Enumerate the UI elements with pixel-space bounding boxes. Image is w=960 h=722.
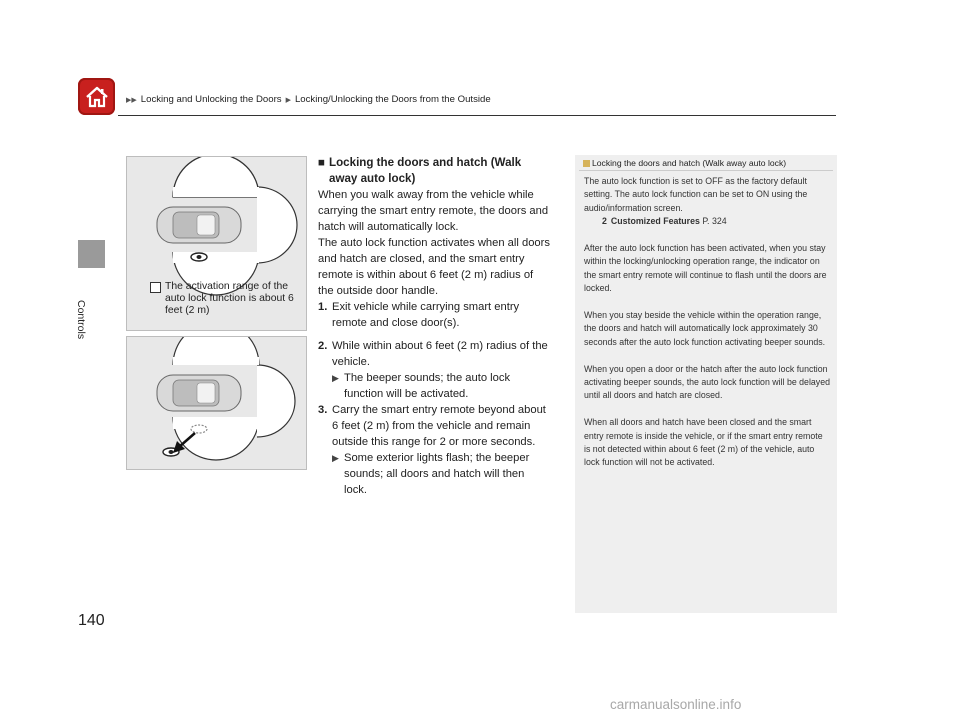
sidebar-body	[584, 175, 830, 483]
step-number: 2.	[318, 340, 328, 352]
sidebar-title	[583, 158, 786, 168]
section-label: Controls	[75, 300, 87, 340]
car-icon	[157, 207, 241, 243]
walk-away-diagram	[127, 337, 308, 471]
home-button[interactable]	[78, 78, 115, 115]
heading-bullet-icon: ■	[318, 156, 326, 169]
intro-text: When you walk away from the vehicle while carrying the smart entry remote, the doors and hatch will automatically lock.	[318, 189, 549, 233]
breadcrumb	[126, 94, 495, 105]
reference-icon: 2	[602, 216, 607, 227]
breadcrumb-item[interactable]: Locking and Unlocking the Doors	[140, 94, 282, 105]
breadcrumb-arrow-icon: ▶▶	[126, 96, 137, 104]
step-result	[318, 450, 550, 498]
header-divider	[118, 115, 836, 116]
step-text: Carry the smart entry remote beyond about 6 feet (2 m) from the vehicle and remain outside this range for 2 or more seconds.	[332, 404, 546, 448]
breadcrumb-arrow-icon: ▶	[285, 96, 291, 104]
figure-callout	[150, 281, 300, 317]
note-icon	[583, 160, 590, 167]
callout-marker-icon	[150, 282, 161, 293]
section-heading	[318, 155, 550, 187]
step-item	[318, 338, 550, 370]
notes-sidebar	[575, 155, 837, 613]
section-tab	[78, 240, 105, 268]
remote-key-icon	[191, 253, 207, 261]
cross-reference-link[interactable]	[584, 215, 830, 228]
sidebar-divider	[579, 170, 833, 171]
sidebar-paragraph: When you stay beside the vehicle within the operation range, the doors and hatch will automatically lock approximately 30 seconds after the auto lock function activating beeper sounds.	[584, 310, 826, 347]
watermark: carmanualsonline.info	[610, 697, 742, 712]
result-arrow-icon: ▶	[332, 373, 339, 383]
section-heading-text: Locking the doors and hatch (Walk away auto lock)	[329, 156, 522, 185]
sidebar-paragraph	[584, 175, 830, 229]
car-icon	[157, 375, 241, 411]
step-number: 1.	[318, 301, 328, 313]
callout-text: The activation range of the auto lock function is about 6 feet (2 m)	[165, 281, 294, 316]
step-result	[318, 370, 550, 402]
intro-text: The auto lock function activates when all doors and hatch are closed, and the smart entry remote is within about 6 feet (2 m) radius of the outside door handle.	[318, 237, 550, 297]
sidebar-paragraph: After the auto lock function has been activated, when you stay within the locking/unlocking operation range, the indicator on the smart entry remote will continue to flash until the doors are locked.	[584, 243, 827, 294]
home-icon	[84, 85, 110, 109]
sidebar-paragraph: When you open a door or the hatch after the auto lock function activating beeper sounds, the auto lock function will be delayed until all doors and hatch are closed.	[584, 363, 830, 401]
figure-walk-away	[126, 336, 307, 470]
step-text: While within about 6 feet (2 m) radius of the vehicle.	[332, 340, 548, 368]
step-result-text: Some exterior lights flash; the beeper sounds; all doors and hatch will then lock.	[344, 452, 530, 496]
reference-label: Customized Features	[610, 216, 700, 227]
sidebar-title-text: Locking the doors and hatch (Walk away auto lock)	[592, 158, 787, 168]
step-result-text: The beeper sounds; the auto lock function will be activated.	[344, 372, 511, 400]
step-item	[318, 402, 550, 450]
step-item	[318, 299, 550, 331]
step-text: Exit vehicle while carrying smart entry remote and close door(s).	[332, 301, 520, 329]
page-number: 140	[78, 612, 105, 629]
result-arrow-icon: ▶	[332, 453, 339, 463]
sidebar-paragraph: When all doors and hatch have been closed and the smart entry remote is inside the vehicle, or if the smart entry remote is not detected within about 6 feet (2 m) of the vehicle, auto lock function will not be activated.	[584, 417, 823, 468]
step-number: 3.	[318, 404, 328, 416]
reference-page: P. 324	[702, 216, 727, 227]
main-content	[318, 155, 550, 498]
sidebar-text: The auto lock function is set to OFF as the factory default setting. The auto lock function can be set to ON using the audio/information screen.	[584, 176, 808, 213]
breadcrumb-item[interactable]: Locking/Unlocking the Doors from the Outside	[294, 94, 491, 105]
